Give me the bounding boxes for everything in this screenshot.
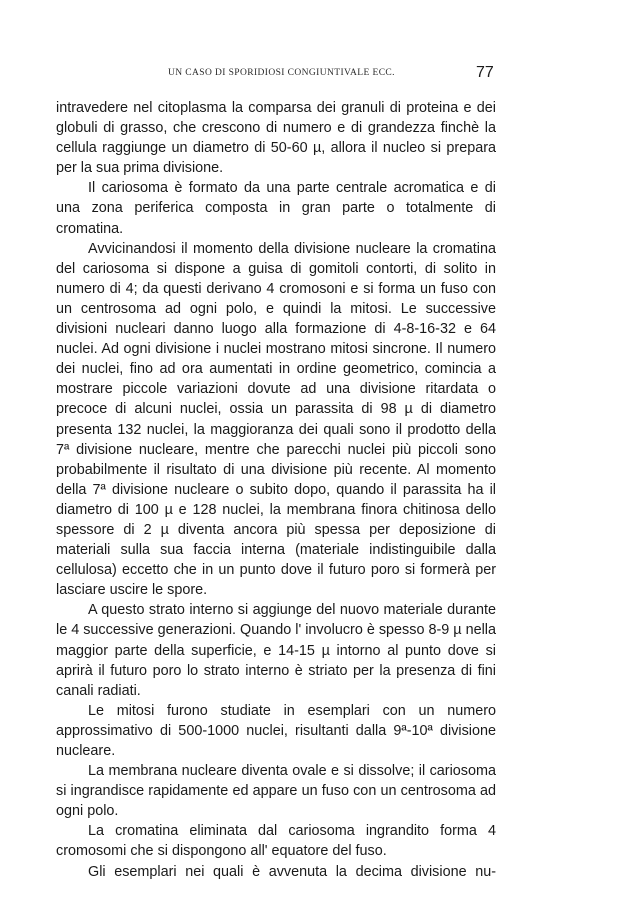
paragraph-6: La membrana nucleare diventa ovale e si dissolve; il cariosoma si ingrandisce rapidamente ed appare un fuso con un centrosoma ad ogni polo.: [56, 763, 496, 820]
running-head: [0, 66, 624, 88]
paragraph-3: Avvicinandosi il momento della divisione nucleare la cromatina del cariosoma si dispone a guisa di gomitoli contorti, di solito in numero di 4; da questi derivano 4 cromosoni e si forma un fuso con un centrosoma ad ogni polo, e quindi la mitosi. Le successive divisioni nucleari danno luogo alla formazione di 4-8-16-32 e 64 nuclei. Ad ogni divisione i nuclei mostrano mitosi sincrone. Il numero dei nuclei, fino ad ora aumentati in ordine geometrico, comincia a mostrare piccole variazioni dovute ad una divisione ritardata o precoce di alcuni nuclei, ossia un parassita di 98 µ di diametro presenta 132 nuclei, la maggioranza dei quali sono il prodotto della 7ª divisione nucleare, mentre che parecchi nuclei più piccoli sono probabilmente il risultato di una divisione più recente. Al momento della 7ª divisione nucleare o subito dopo, quando il parassita ha il diametro di 100 µ e 128 nuclei, la membrana finora chitinosa dello spessore di 2 µ diventa ancora più spessa per deposizione di materiali sulla sua faccia interna (materiale indistinguibile dalla cellulosa) eccetto che in un punto dove il futuro poro si formerà per lasciare uscire le spore.: [56, 240, 496, 599]
paragraph-7: La cromatina eliminata dal cariosoma ingrandito forma 4 cromosomi che si dispongono all' equatore del fuso.: [56, 823, 496, 860]
paragraph-5: Le mitosi furono studiate in esemplari con un numero approssimativo di 500-1000 nuclei, risultanti dalla 9ª-10ª divisione nucleare.: [56, 702, 496, 759]
paragraph-8: Gli esemplari nei quali è avvenuta la decima divisione nu-: [88, 863, 496, 880]
paragraph-1: intravedere nel citoplasma la comparsa dei granuli di proteina e dei globuli di grasso, che crescono di numero e di grandezza finchè la cellula raggiunge un diametro di 50-60 µ, allora il nucleo si prepara per la sua prima divisione.: [56, 100, 496, 177]
paragraph-2: Il cariosoma è formato da una parte centrale acromatica e di una zona periferica composta in gran parte o totalmente di cromatina.: [56, 180, 496, 237]
paragraph-4: A questo strato interno si aggiunge del nuovo materiale durante le 4 successive generazioni. Quando l' involucro è spesso 8-9 µ nella maggior parte della superficie, e 14-15 µ intorno al punto dove si aprirà il futuro poro lo strato interno è striato per la presenza di fini canali radiati.: [56, 602, 496, 699]
header-title: UN CASO DI SPORIDIOSI CONGIUNTIVALE ECC.: [168, 68, 395, 78]
page-number: 77: [476, 64, 494, 81]
body-text: [56, 98, 496, 882]
